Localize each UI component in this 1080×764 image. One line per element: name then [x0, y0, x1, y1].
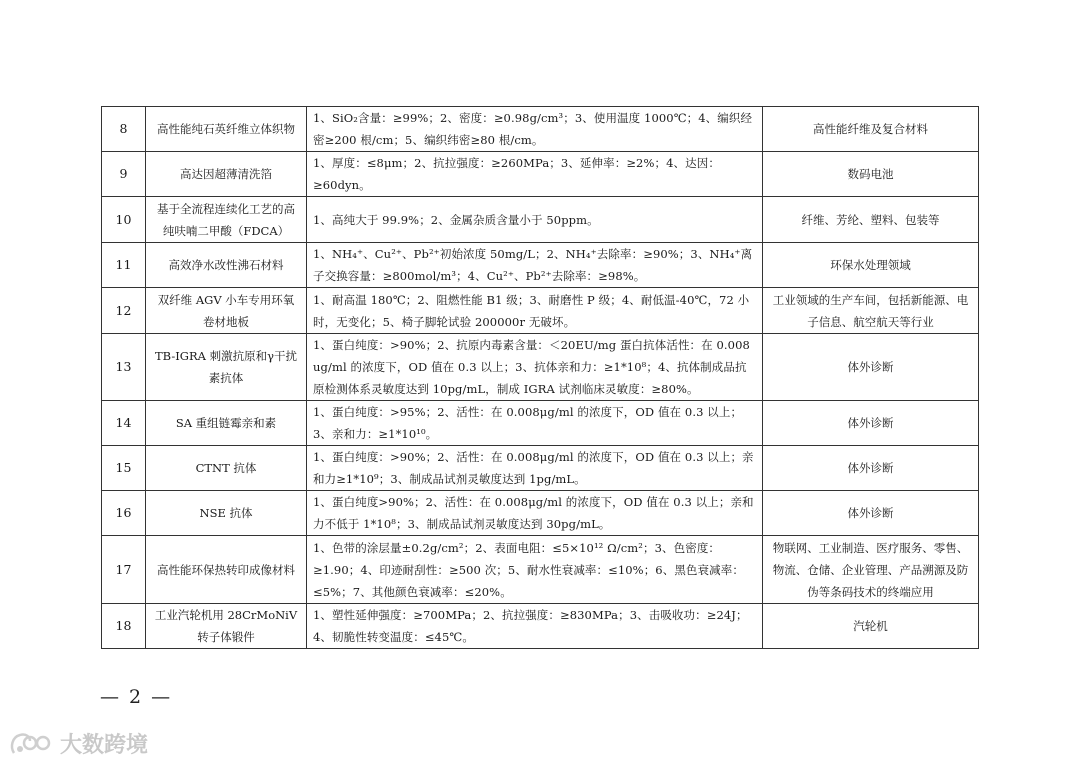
product-name: 高效净水改性沸石材料 [146, 243, 307, 288]
application-field: 数码电池 [763, 152, 979, 197]
technical-specs: 1、蛋白纯度：>95%；2、活性：在 0.008μg/ml 的浓度下，OD 值在 0.3 以上；3、亲和力：≥1*10¹⁰。 [307, 401, 763, 446]
row-number: 9 [102, 152, 146, 197]
table-row [102, 288, 979, 334]
product-name: 高性能纯石英纤维立体织物 [146, 107, 307, 152]
technical-specs: 1、蛋白纯度：>90%；2、活性：在 0.008μg/ml 的浓度下，OD 值在 0.3 以上；亲和力≥1*10⁹；3、制成品试剂灵敏度达到 1pg/mL。 [307, 446, 763, 491]
product-name: 工业汽轮机用 28CrMoNiV 转子体锻件 [146, 604, 307, 649]
product-table-body [102, 107, 979, 649]
product-table [101, 106, 979, 649]
application-field: 体外诊断 [763, 334, 979, 401]
table-row [102, 152, 979, 197]
row-number: 18 [102, 604, 146, 649]
row-number: 15 [102, 446, 146, 491]
application-field: 体外诊断 [763, 446, 979, 491]
watermark-text: 大数跨境 [60, 733, 149, 758]
product-name: 高性能环保热转印成像材料 [146, 536, 307, 604]
table-row [102, 604, 979, 649]
watermark-logo-icon [8, 729, 56, 759]
application-field: 高性能纤维及复合材料 [763, 107, 979, 152]
application-field: 体外诊断 [763, 491, 979, 536]
product-name: NSE 抗体 [146, 491, 307, 536]
row-number: 14 [102, 401, 146, 446]
product-name: SA 重组链霉亲和素 [146, 401, 307, 446]
technical-specs: 1、蛋白纯度>90%；2、活性：在 0.008μg/ml 的浓度下，OD 值在 0.3 以上；亲和力不低于 1*10⁸；3、制成品试剂灵敏度达到 30pg/mL。 [307, 491, 763, 536]
table-row [102, 491, 979, 536]
table-row [102, 243, 979, 288]
table-row [102, 401, 979, 446]
table-row [102, 107, 979, 152]
technical-specs: 1、高纯大于 99.9%；2、金属杂质含量小于 50ppm。 [307, 197, 763, 243]
product-name: CTNT 抗体 [146, 446, 307, 491]
application-field: 纤维、芳纶、塑料、包装等 [763, 197, 979, 243]
row-number: 16 [102, 491, 146, 536]
technical-specs: 1、蛋白纯度：>90%；2、抗原内毒素含量：＜20EU/mg 蛋白抗体活性：在 0.008 ug/ml 的浓度下，OD 值在 0.3 以上；3、抗体亲和力：≥1*10⁸；4、抗体制成品抗原检测体系灵敏度达到 10pg/mL，制成 IGRA 试剂临床灵敏度：≥80%。 [307, 334, 763, 401]
product-name: 高达因超薄清洗箔 [146, 152, 307, 197]
application-field: 环保水处理领域 [763, 243, 979, 288]
application-field: 工业领域的生产车间，包括新能源、电子信息、航空航天等行业 [763, 288, 979, 334]
page-number: — 2 — [100, 686, 173, 708]
product-name: 双纤维 AGV 小车专用环氧卷材地板 [146, 288, 307, 334]
application-field: 体外诊断 [763, 401, 979, 446]
application-field: 汽轮机 [763, 604, 979, 649]
technical-specs: 1、塑性延伸强度：≥700MPa；2、抗拉强度：≥830MPa；3、击吸收功：≥24J；4、韧脆性转变温度：≤45℃。 [307, 604, 763, 649]
row-number: 12 [102, 288, 146, 334]
row-number: 10 [102, 197, 146, 243]
product-name: 基于全流程连续化工艺的高纯呋喃二甲酸（FDCA） [146, 197, 307, 243]
table-row [102, 446, 979, 491]
technical-specs: 1、SiO₂含量：≥99%；2、密度：≥0.98g/cm³；3、使用温度 1000℃；4、编织经密≥200 根/cm；5、编织纬密≥80 根/cm。 [307, 107, 763, 152]
product-name: TB-IGRA 刺激抗原和γ干扰素抗体 [146, 334, 307, 401]
watermark [8, 728, 148, 759]
row-number: 8 [102, 107, 146, 152]
technical-specs: 1、厚度：≤8μm；2、抗拉强度：≥260MPa；3、延伸率：≥2%；4、达因：≥60dyn。 [307, 152, 763, 197]
row-number: 11 [102, 243, 146, 288]
row-number: 17 [102, 536, 146, 604]
table-row [102, 197, 979, 243]
technical-specs: 1、色带的涂层量±0.2g/cm²；2、表面电阻：≤5×10¹² Ω/cm²；3、色密度：≥1.90；4、印迹耐刮性：≥500 次；5、耐水性衰减率：≤10%；6、黑色衰减率：≤5%；7、其他颜色衰减率：≤20%。 [307, 536, 763, 604]
row-number: 13 [102, 334, 146, 401]
table-row [102, 334, 979, 401]
application-field: 物联网、工业制造、医疗服务、零售、物流、仓储、企业管理、产品溯源及防伪等条码技术的终端应用 [763, 536, 979, 604]
table-row [102, 536, 979, 604]
technical-specs: 1、NH₄⁺、Cu²⁺、Pb²⁺初始浓度 50mg/L；2、NH₄⁺去除率：≥90%；3、NH₄⁺离子交换容量：≥800mol/m³；4、Cu²⁺、Pb²⁺去除率：≥98%。 [307, 243, 763, 288]
technical-specs: 1、耐高温 180℃；2、阻燃性能 B1 级；3、耐磨性 P 级；4、耐低温-40℃，72 小时，无变化；5、椅子脚轮试验 200000r 无破坏。 [307, 288, 763, 334]
